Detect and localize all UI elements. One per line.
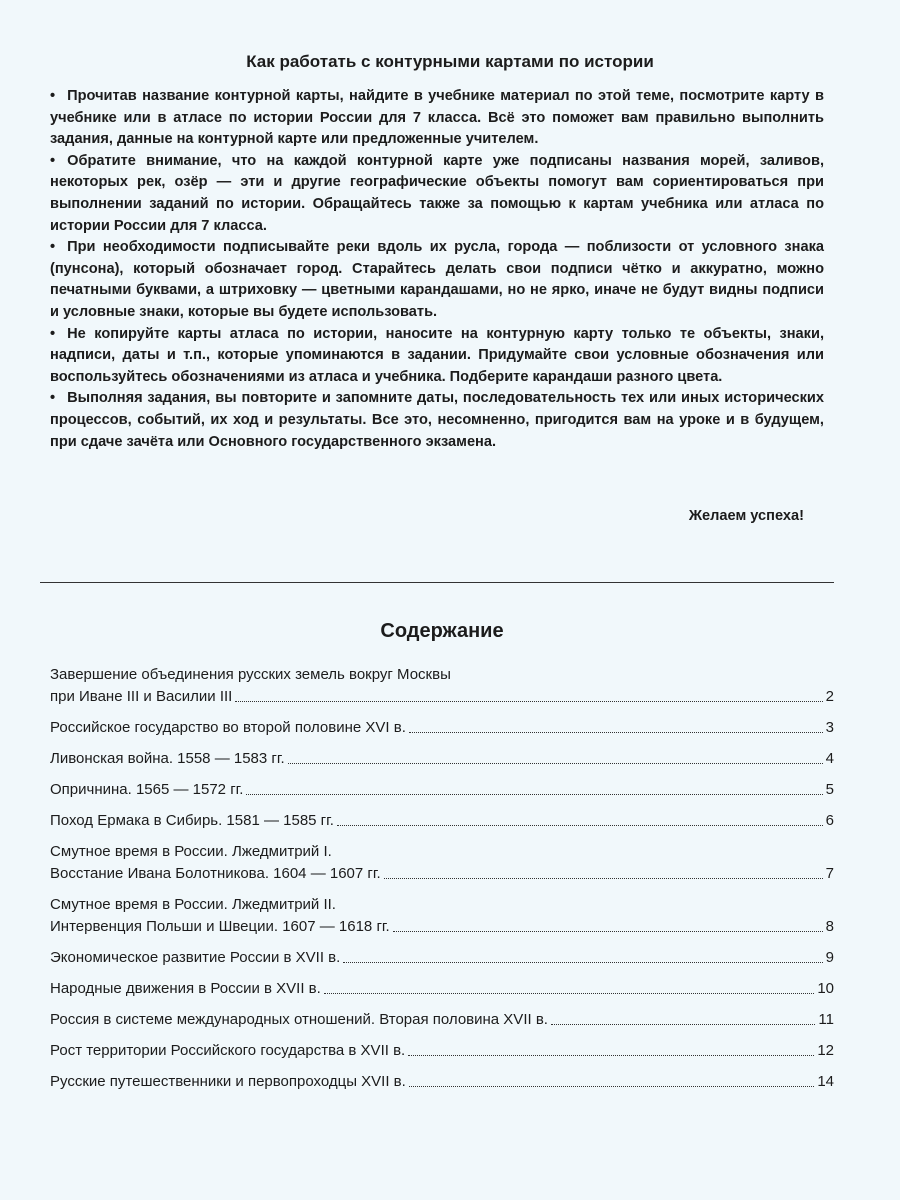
toc-item-row — [50, 810, 834, 832]
toc-item-title: Интервенция Польши и Швеции. 1607 — 1618 гг. — [50, 918, 390, 935]
toc-item-row — [50, 863, 834, 885]
intro-paragraph: • Прочитав название контурной карты, найдите в учебнике материал по этой теме, посмотрите карту в учебнике или в атласе по истории России для 7 класса. Всё это поможет вам правильно выполнить задания, данные на контурной карте или предложенные учителем. — [50, 88, 824, 148]
intro-paragraph: • Обратите внимание, что на каждой контурной карте уже подписаны названия морей, заливов, некоторых рек, озёр — эти и другие географические объекты помогут вам сориентироваться при выполнении заданий по истории. Обращайтесь также за помощью к картам учебника или атласа по истории России для 7 класса. — [50, 152, 824, 234]
toc-item-title-line: Завершение объединения русских земель вокруг Москвы — [50, 666, 451, 683]
toc-item-row — [50, 947, 834, 969]
toc-item-row — [50, 1071, 834, 1093]
toc-item[interactable] — [50, 947, 834, 969]
toc-leader-dots — [551, 1023, 815, 1025]
intro-paragraph: • При необходимости подписывайте реки вдоль их русла, города — поблизости от условного знака (пунсона), который обозначает город. Старайтесь делать свои подписи чётко и аккуратно, можно печатными буквами, а штриховку — цветными карандашами, но не ярко, иначе не будут видны подписи и условные знаки, которые вы будете использовать. — [50, 239, 824, 320]
toc-page-number: 2 — [825, 688, 834, 705]
intro-title: Как работать с контурными картами по истории — [246, 52, 654, 71]
toc-page-number: 4 — [825, 750, 834, 767]
toc-leader-dots — [343, 961, 822, 963]
toc-item-row — [50, 717, 834, 739]
toc-item[interactable] — [50, 1071, 834, 1093]
toc-item-title: Экономическое развитие России в XVII в. — [50, 949, 341, 966]
intro-paragraph: • Не копируйте карты атласа по истории, наносите на контурную карту только те объекты, знаки, надписи, даты и т.п., которые упоминаются в задании. Придумайте свои условные обозначения или воспользуйтесь обозначениями из атласа и учебника. Подберите карандаши разного цвета. — [50, 325, 824, 385]
toc-item-row — [50, 779, 834, 801]
toc-page-number: 8 — [825, 918, 834, 935]
section-divider — [40, 582, 834, 583]
toc-item[interactable] — [50, 717, 834, 739]
toc-item-row — [50, 748, 834, 770]
toc-leader-dots — [408, 1054, 814, 1056]
toc-item-title-line: Смутное время в России. Лжедмитрий I. — [50, 843, 332, 860]
toc-page-number: 7 — [825, 865, 834, 882]
toc-item[interactable] — [50, 894, 834, 938]
toc-page-number: 11 — [818, 1011, 834, 1028]
toc-leader-dots — [324, 992, 814, 994]
toc-item-title: при Иване III и Василии III — [50, 688, 233, 705]
toc-item-row — [50, 916, 834, 938]
toc-item[interactable] — [50, 1009, 834, 1031]
toc-page-number: 9 — [825, 949, 834, 966]
toc-page-number: 10 — [817, 980, 834, 997]
closing-wish: Желаем успеха! — [688, 508, 804, 524]
bullet-icon: • — [50, 239, 56, 256]
toc-item-title: Ливонская война. 1558 — 1583 гг. — [50, 750, 285, 767]
toc-item-title: Российское государство во второй половине XVI в. — [50, 719, 406, 736]
toc-page-number: 12 — [817, 1042, 834, 1059]
toc-leader-dots — [246, 793, 822, 795]
toc-item-row — [50, 978, 834, 1000]
toc-item-title: Опричнина. 1565 — 1572 гг. — [50, 781, 244, 798]
toc-item-title: Народные движения в России в XVII в. — [50, 980, 321, 997]
toc-item[interactable] — [50, 810, 834, 832]
toc-item-title: Поход Ермака в Сибирь. 1581 — 1585 гг. — [50, 812, 334, 829]
toc-item-title: Рост территории Российского государства в XVII в. — [50, 1042, 406, 1059]
toc-leader-dots — [409, 731, 823, 733]
bullet-icon: • — [50, 88, 56, 104]
table-of-contents — [50, 664, 834, 1102]
bullet-icon: • — [50, 325, 56, 342]
toc-item[interactable] — [50, 841, 834, 885]
toc-item-row — [50, 1009, 834, 1031]
toc-item[interactable] — [50, 1040, 834, 1062]
toc-leader-dots — [337, 824, 823, 826]
toc-leader-dots — [384, 877, 823, 879]
toc-leader-dots — [288, 762, 823, 764]
toc-page-number: 3 — [825, 719, 834, 736]
bullet-icon: • — [50, 390, 56, 407]
toc-item-title: Русские путешественники и первопроходцы XVII в. — [50, 1073, 406, 1090]
toc-item-title-line: Смутное время в России. Лжедмитрий II. — [50, 896, 336, 913]
toc-page-number: 5 — [825, 781, 834, 798]
toc-item-title: Россия в системе международных отношений. Вторая половина XVII в. — [50, 1011, 548, 1028]
toc-leader-dots — [409, 1085, 814, 1087]
toc-page-number: 14 — [817, 1073, 834, 1090]
toc-item[interactable] — [50, 664, 834, 708]
toc-page-number: 6 — [825, 812, 834, 829]
toc-item[interactable] — [50, 978, 834, 1000]
intro-paragraph: • Выполняя задания, вы повторите и запомните даты, последовательность тех или иных исторических процессов, событий, их ход и результаты. Все это, несомненно, пригодится вам на уроке и в будущем, при сдаче зачёта или Основного государственного экзамена. — [50, 390, 824, 450]
toc-item-title: Восстание Ивана Болотникова. 1604 — 1607 гг. — [50, 865, 381, 882]
toc-leader-dots — [393, 930, 823, 932]
toc-leader-dots — [235, 700, 822, 702]
toc-item[interactable] — [50, 779, 834, 801]
intro-instructions — [50, 86, 824, 453]
toc-item[interactable] — [50, 748, 834, 770]
toc-title: Содержание — [380, 620, 504, 642]
toc-item-row — [50, 1040, 834, 1062]
bullet-icon: • — [50, 152, 56, 169]
toc-item-row — [50, 686, 834, 708]
